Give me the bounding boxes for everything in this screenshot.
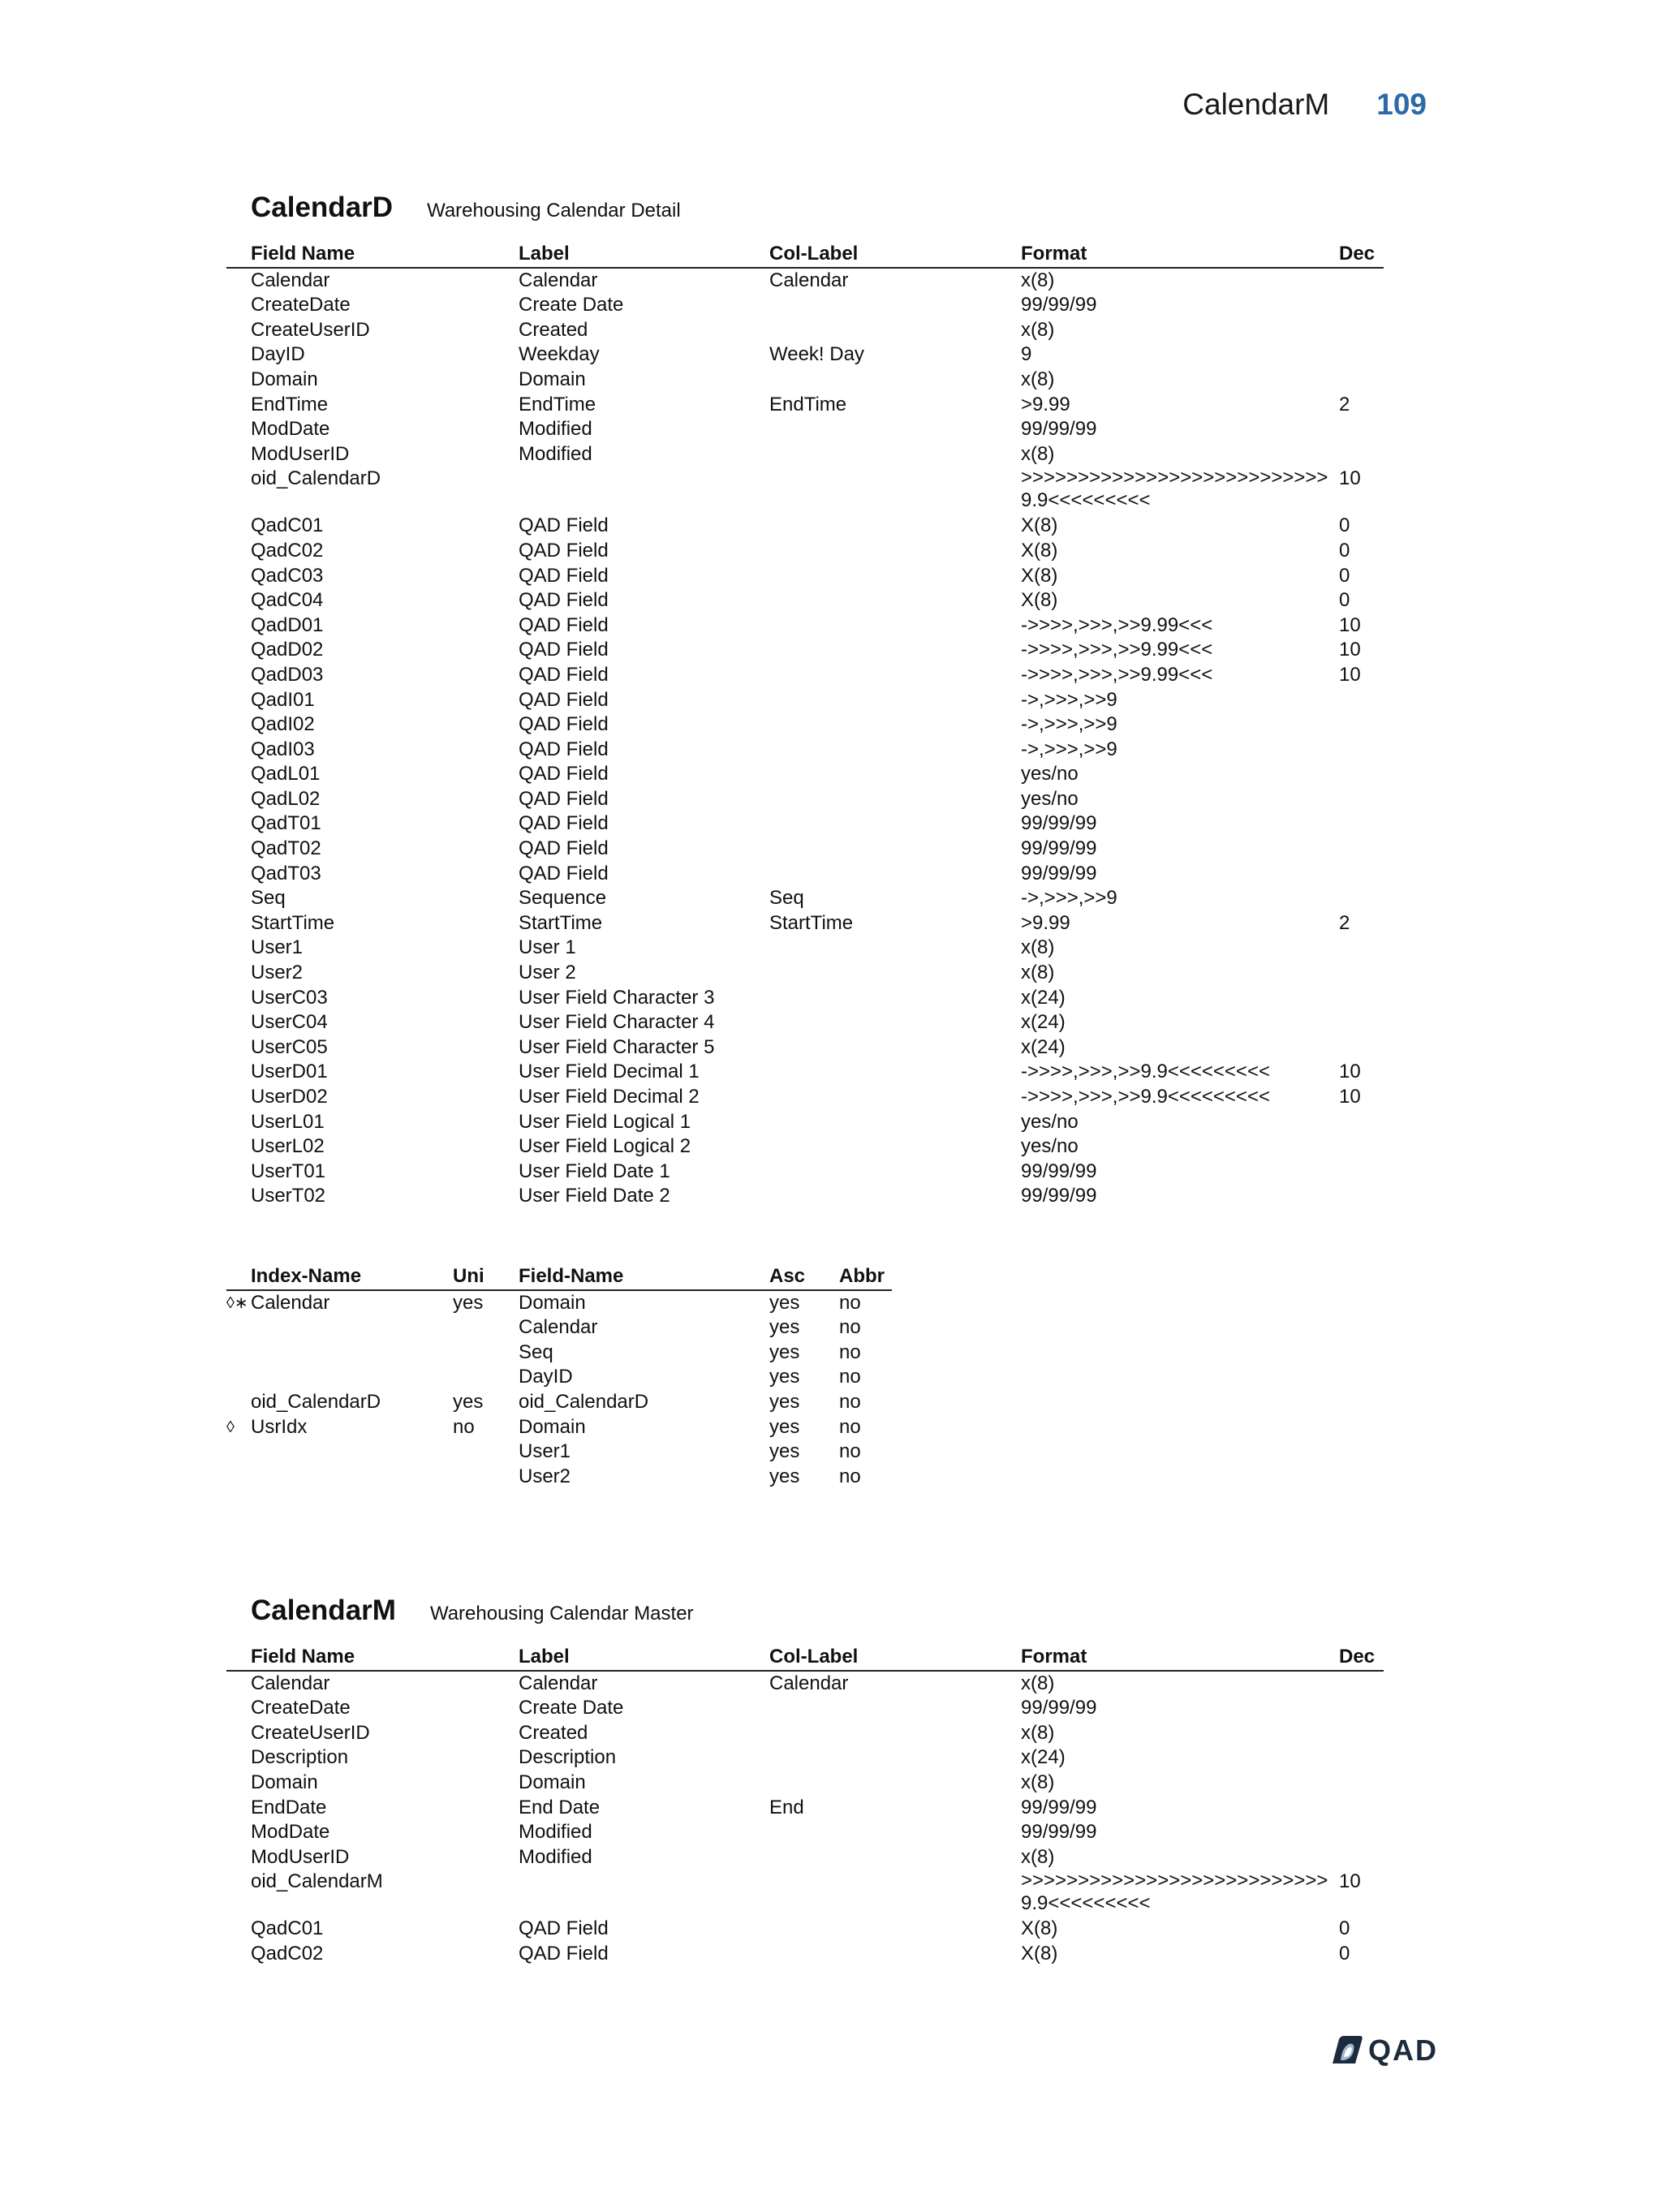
col-label-cell: Week! Day <box>769 343 864 366</box>
format-cell: 99/99/99 <box>1021 1821 1097 1844</box>
table-row <box>226 467 1384 514</box>
table-row <box>226 293 1384 318</box>
label-cell: User Field Logical 1 <box>519 1110 691 1133</box>
label-cell: QAD Field <box>519 837 609 860</box>
field-name-cell: QadC01 <box>251 1917 324 1940</box>
label-cell: QAD Field <box>519 613 609 636</box>
format-cell: x(8) <box>1021 368 1055 390</box>
dec-cell: 0 <box>1339 539 1350 562</box>
column-header-dec: Dec <box>1339 243 1376 265</box>
format-cell: x(24) <box>1021 986 1066 1009</box>
format-cell: ->,>>>,>>9 <box>1021 713 1117 736</box>
format-cell: ->>>>,>>>,>>9.99<<< <box>1021 639 1213 661</box>
field-name-cell: oid_CalendarD <box>251 467 381 490</box>
table-row <box>226 393 1384 418</box>
field-table-header <box>226 242 1384 269</box>
label-cell: User Field Date 2 <box>519 1185 670 1207</box>
table-name: CalendarM <box>251 1594 396 1626</box>
format-cell: >9.99 <box>1021 911 1070 934</box>
table-row <box>226 986 1384 1011</box>
label-cell: QAD Field <box>519 862 609 884</box>
label-cell: StartTime <box>519 911 603 934</box>
table-row <box>226 1870 1384 1917</box>
label-cell: EndTime <box>519 393 596 415</box>
label-cell: QAD Field <box>519 1942 609 1965</box>
index-header-field-name: Field-Name <box>519 1265 624 1287</box>
table-row <box>226 1796 1384 1821</box>
index-header-index-name: Index-Name <box>251 1265 362 1287</box>
format-cell: x(8) <box>1021 1845 1055 1868</box>
table-row <box>226 862 1384 887</box>
column-header-format: Format <box>1021 243 1087 265</box>
format-cell: x(8) <box>1021 442 1055 465</box>
table-row <box>226 638 1384 663</box>
field-name-cell: EndDate <box>251 1796 327 1818</box>
table-row <box>226 1060 1384 1085</box>
label-cell: QAD Field <box>519 663 609 686</box>
field-name-cell: Domain <box>519 1291 586 1314</box>
format-cell: 99/99/99 <box>1021 837 1097 860</box>
label-cell: QAD Field <box>519 787 609 810</box>
dec-cell: 2 <box>1339 393 1350 415</box>
table-row <box>226 1110 1384 1135</box>
field-name-cell: QadT01 <box>251 812 321 835</box>
field-name-cell: QadD02 <box>251 639 324 661</box>
field-name-cell: QadL01 <box>251 763 321 785</box>
field-name-cell: QadT03 <box>251 862 321 884</box>
index-marker-cell: ◊ <box>226 1418 235 1436</box>
index-table <box>226 1264 892 1489</box>
field-name-cell: Calendar <box>519 1316 598 1339</box>
field-name-cell: UserT02 <box>251 1185 326 1207</box>
format-cell: ->>>>,>>>,>>9.99<<< <box>1021 613 1213 636</box>
table-row <box>226 588 1384 613</box>
label-cell: QAD Field <box>519 564 609 587</box>
label-cell: End Date <box>519 1796 601 1818</box>
table-row <box>226 1917 1384 1942</box>
table-row <box>226 787 1384 812</box>
table-row <box>226 442 1384 467</box>
format-cell: >>>>>>>>>>>>>>>>>>>>>>>>>>>9.9<<<<<<<<< <box>1021 1870 1328 1915</box>
table-name: CalendarD <box>251 192 394 223</box>
abbr-cell: no <box>839 1440 861 1463</box>
asc-cell: yes <box>769 1440 800 1463</box>
col-label-cell: End <box>769 1796 804 1818</box>
field-name-cell: Calendar <box>251 1672 330 1694</box>
field-name-cell: User2 <box>251 962 304 984</box>
table-row <box>226 1696 1384 1721</box>
format-cell: >9.99 <box>1021 393 1070 415</box>
format-cell: >>>>>>>>>>>>>>>>>>>>>>>>>>>9.9<<<<<<<<< <box>1021 467 1328 512</box>
index-name-cell: Calendar <box>251 1291 330 1314</box>
label-cell: QAD Field <box>519 539 609 562</box>
field-name-cell: QadL02 <box>251 787 321 810</box>
field-name-cell: QadC03 <box>251 564 324 587</box>
field-name-cell: DayID <box>251 343 305 366</box>
dec-cell: 10 <box>1339 467 1361 490</box>
asc-cell: yes <box>769 1316 800 1339</box>
field-name-cell: CreateUserID <box>251 1721 370 1744</box>
running-title: CalendarM <box>1182 88 1330 121</box>
label-cell: User Field Decimal 2 <box>519 1086 700 1108</box>
label-cell: Modified <box>519 442 592 465</box>
table-row <box>226 417 1384 442</box>
label-cell: QAD Field <box>519 514 609 537</box>
table-row <box>226 663 1384 688</box>
index-row <box>226 1440 892 1465</box>
format-cell: X(8) <box>1021 564 1058 587</box>
label-cell: User Field Character 3 <box>519 986 715 1009</box>
dec-cell: 0 <box>1339 589 1350 612</box>
table-row <box>226 1134 1384 1160</box>
field-table <box>226 242 1384 1209</box>
dec-cell: 0 <box>1339 514 1350 537</box>
table-row <box>226 1184 1384 1209</box>
index-row <box>226 1291 892 1316</box>
index-name-cell: UsrIdx <box>251 1415 308 1438</box>
table-row <box>226 514 1384 539</box>
index-row <box>226 1365 892 1390</box>
table-row <box>226 342 1384 368</box>
format-cell: x(24) <box>1021 1746 1066 1769</box>
table-row <box>226 837 1384 862</box>
index-name-cell: oid_CalendarD <box>251 1390 381 1413</box>
label-cell: Calendar <box>519 269 598 291</box>
field-name-cell: UserC04 <box>251 1011 328 1034</box>
label-cell: User Field Character 4 <box>519 1011 715 1034</box>
uni-cell: yes <box>453 1390 484 1413</box>
format-cell: X(8) <box>1021 1917 1058 1940</box>
format-cell: ->,>>>,>>9 <box>1021 738 1117 760</box>
field-name-cell: QadI03 <box>251 738 315 760</box>
logo-wordmark: QAD <box>1368 2033 1438 2067</box>
table-row <box>226 564 1384 589</box>
col-label-cell: Seq <box>769 887 804 910</box>
format-cell: yes/no <box>1021 1110 1079 1133</box>
field-name-cell: QadC01 <box>251 514 324 537</box>
dec-cell: 10 <box>1339 1870 1361 1893</box>
format-cell: ->>>>,>>>,>>9.9<<<<<<<<< <box>1021 1086 1270 1108</box>
format-cell: ->,>>>,>>9 <box>1021 688 1117 711</box>
field-name-cell: QadI02 <box>251 713 315 736</box>
asc-cell: yes <box>769 1415 800 1438</box>
label-cell: User Field Decimal 1 <box>519 1061 700 1083</box>
column-header-label: Label <box>519 243 570 265</box>
label-cell: Created <box>519 318 588 341</box>
format-cell: ->>>>,>>>,>>9.99<<< <box>1021 663 1213 686</box>
field-name-cell: UserD01 <box>251 1061 328 1083</box>
format-cell: yes/no <box>1021 763 1079 785</box>
table-description: Warehousing Calendar Detail <box>427 200 681 222</box>
index-header-abbr: Abbr <box>839 1265 885 1287</box>
field-name-cell: Description <box>251 1746 349 1769</box>
label-cell: QAD Field <box>519 763 609 785</box>
field-name-cell: CreateDate <box>251 294 351 316</box>
asc-cell: yes <box>769 1341 800 1363</box>
format-cell: X(8) <box>1021 589 1058 612</box>
index-row <box>226 1465 892 1490</box>
format-cell: 99/99/99 <box>1021 1796 1097 1818</box>
label-cell: QAD Field <box>519 738 609 760</box>
label-cell: Modified <box>519 418 592 441</box>
table-row <box>226 1745 1384 1771</box>
abbr-cell: no <box>839 1316 861 1339</box>
label-cell: Calendar <box>519 1672 598 1694</box>
label-cell: User Field Date 1 <box>519 1160 670 1182</box>
format-cell: x(8) <box>1021 269 1055 291</box>
page-header <box>1182 88 1427 122</box>
table-row <box>226 318 1384 343</box>
asc-cell: yes <box>769 1390 800 1413</box>
section-title <box>251 192 681 224</box>
column-header-col-label: Col-Label <box>769 243 859 265</box>
table-row <box>226 1672 1384 1697</box>
label-cell: User Field Character 5 <box>519 1035 715 1058</box>
field-name-cell: CreateUserID <box>251 318 370 341</box>
field-table-header <box>226 1645 1384 1672</box>
table-row <box>226 738 1384 763</box>
index-row <box>226 1390 892 1415</box>
field-name-cell: QadD03 <box>251 663 324 686</box>
label-cell: QAD Field <box>519 639 609 661</box>
format-cell: yes/no <box>1021 1135 1079 1158</box>
format-cell: x(24) <box>1021 1035 1066 1058</box>
table-row <box>226 269 1384 294</box>
asc-cell: yes <box>769 1465 800 1487</box>
format-cell: x(8) <box>1021 962 1055 984</box>
field-table <box>226 1645 1384 1967</box>
label-cell: Modified <box>519 1845 592 1868</box>
format-cell: 9 <box>1021 343 1032 366</box>
column-header-format: Format <box>1021 1646 1087 1668</box>
format-cell: 99/99/99 <box>1021 862 1097 884</box>
format-cell: x(8) <box>1021 936 1055 959</box>
field-name-cell: Seq <box>251 887 286 910</box>
label-cell: Modified <box>519 1821 592 1844</box>
field-name-cell: Seq <box>519 1341 553 1363</box>
table-row <box>226 539 1384 564</box>
table-row <box>226 1160 1384 1185</box>
field-name-cell: QadC02 <box>251 539 324 562</box>
dec-cell: 10 <box>1339 1061 1361 1083</box>
column-header-field-name: Field Name <box>251 243 355 265</box>
field-name-cell: ModUserID <box>251 442 350 465</box>
index-marker-cell: ◊∗ <box>226 1293 248 1312</box>
label-cell: Create Date <box>519 1697 624 1719</box>
abbr-cell: no <box>839 1291 861 1314</box>
label-cell: Created <box>519 1721 588 1744</box>
table-row <box>226 961 1384 986</box>
field-name-cell: UserC05 <box>251 1035 328 1058</box>
field-name-cell: EndTime <box>251 393 329 415</box>
column-header-field-name: Field Name <box>251 1646 355 1668</box>
dec-cell: 0 <box>1339 1917 1350 1940</box>
dec-cell: 0 <box>1339 564 1350 587</box>
col-label-cell: EndTime <box>769 393 847 415</box>
label-cell: Description <box>519 1746 617 1769</box>
asc-cell: yes <box>769 1291 800 1314</box>
table-row <box>226 886 1384 911</box>
label-cell: QAD Field <box>519 589 609 612</box>
field-name-cell: User1 <box>251 936 304 959</box>
format-cell: x(8) <box>1021 1721 1055 1744</box>
field-name-cell: QadT02 <box>251 837 321 860</box>
field-name-cell: User2 <box>519 1465 571 1487</box>
table-row <box>226 1820 1384 1845</box>
col-label-cell: Calendar <box>769 269 849 291</box>
table-row <box>226 911 1384 936</box>
field-name-cell: StartTime <box>251 911 335 934</box>
dec-cell: 10 <box>1339 1086 1361 1108</box>
label-cell: User 1 <box>519 936 576 959</box>
field-name-cell: Domain <box>251 368 318 390</box>
asc-cell: yes <box>769 1366 800 1388</box>
dec-cell: 10 <box>1339 639 1361 661</box>
label-cell: User Field Logical 2 <box>519 1135 691 1158</box>
dec-cell: 0 <box>1339 1942 1350 1965</box>
format-cell: 99/99/99 <box>1021 1185 1097 1207</box>
field-name-cell: Calendar <box>251 269 330 291</box>
qad-logo <box>1331 2033 1438 2068</box>
label-cell: Domain <box>519 1771 586 1793</box>
abbr-cell: no <box>839 1390 861 1413</box>
uni-cell: no <box>453 1415 475 1438</box>
field-name-cell: QadD01 <box>251 613 324 636</box>
format-cell: ->>>>,>>>,>>9.9<<<<<<<<< <box>1021 1061 1270 1083</box>
format-cell: x(8) <box>1021 1771 1055 1793</box>
field-name-cell: Domain <box>519 1415 586 1438</box>
table-row <box>226 811 1384 837</box>
table-row <box>226 1085 1384 1110</box>
format-cell: x(24) <box>1021 1011 1066 1034</box>
table-row <box>226 1942 1384 1967</box>
label-cell: QAD Field <box>519 688 609 711</box>
format-cell: 99/99/99 <box>1021 294 1097 316</box>
format-cell: ->,>>>,>>9 <box>1021 887 1117 910</box>
format-cell: 99/99/99 <box>1021 418 1097 441</box>
uni-cell: yes <box>453 1291 484 1314</box>
table-row <box>226 613 1384 639</box>
table-row <box>226 688 1384 713</box>
label-cell: Create Date <box>519 294 624 316</box>
table-row <box>226 368 1384 393</box>
format-cell: yes/no <box>1021 787 1079 810</box>
table-row <box>226 1035 1384 1061</box>
table-row <box>226 1010 1384 1035</box>
column-header-dec: Dec <box>1339 1646 1376 1668</box>
field-name-cell: UserC03 <box>251 986 328 1009</box>
col-label-cell: StartTime <box>769 911 854 934</box>
format-cell: x(8) <box>1021 1672 1055 1694</box>
field-name-cell: DayID <box>519 1366 573 1388</box>
field-name-cell: QadC02 <box>251 1942 324 1965</box>
field-name-cell: UserL02 <box>251 1135 325 1158</box>
page-number: 109 <box>1376 88 1427 121</box>
field-name-cell: oid_CalendarD <box>519 1390 649 1413</box>
label-cell: QAD Field <box>519 1917 609 1940</box>
index-row <box>226 1315 892 1341</box>
table-row <box>226 1721 1384 1746</box>
abbr-cell: no <box>839 1341 861 1363</box>
field-name-cell: UserT01 <box>251 1160 326 1182</box>
field-name-cell: QadC04 <box>251 589 324 612</box>
qad-logo-icon <box>1331 2036 1363 2065</box>
index-header-asc: Asc <box>769 1265 806 1287</box>
dec-cell: 2 <box>1339 911 1350 934</box>
dec-cell: 10 <box>1339 613 1361 636</box>
index-row <box>226 1341 892 1366</box>
label-cell: Weekday <box>519 343 600 366</box>
format-cell: 99/99/99 <box>1021 1160 1097 1182</box>
format-cell: 99/99/99 <box>1021 1697 1097 1719</box>
table-description: Warehousing Calendar Master <box>429 1603 694 1625</box>
field-name-cell: Domain <box>251 1771 318 1793</box>
format-cell: X(8) <box>1021 1942 1058 1965</box>
field-name-cell: QadI01 <box>251 688 315 711</box>
field-name-cell: ModUserID <box>251 1845 350 1868</box>
field-name-cell: ModDate <box>251 418 330 441</box>
field-name-cell: User1 <box>519 1440 571 1463</box>
table-row <box>226 762 1384 787</box>
field-name-cell: oid_CalendarM <box>251 1870 383 1893</box>
label-cell: QAD Field <box>519 713 609 736</box>
label-cell: QAD Field <box>519 812 609 835</box>
index-table-header <box>226 1264 892 1291</box>
format-cell: X(8) <box>1021 539 1058 562</box>
field-name-cell: UserD02 <box>251 1086 328 1108</box>
format-cell: 99/99/99 <box>1021 812 1097 835</box>
col-label-cell: Calendar <box>769 1672 849 1694</box>
field-name-cell: ModDate <box>251 1821 330 1844</box>
field-name-cell: UserL01 <box>251 1110 325 1133</box>
table-row <box>226 1845 1384 1870</box>
section-title <box>251 1594 694 1627</box>
abbr-cell: no <box>839 1465 861 1487</box>
table-row <box>226 1771 1384 1796</box>
field-name-cell: CreateDate <box>251 1697 351 1719</box>
format-cell: x(8) <box>1021 318 1055 341</box>
label-cell: Sequence <box>519 887 607 910</box>
column-header-label: Label <box>519 1646 570 1668</box>
dec-cell: 10 <box>1339 663 1361 686</box>
label-cell: Domain <box>519 368 586 390</box>
table-row <box>226 936 1384 961</box>
table-row <box>226 712 1384 738</box>
abbr-cell: no <box>839 1366 861 1388</box>
index-header-uni: Uni <box>453 1265 484 1287</box>
abbr-cell: no <box>839 1415 861 1438</box>
column-header-col-label: Col-Label <box>769 1646 859 1668</box>
index-row <box>226 1415 892 1440</box>
format-cell: X(8) <box>1021 514 1058 537</box>
label-cell: User 2 <box>519 962 576 984</box>
